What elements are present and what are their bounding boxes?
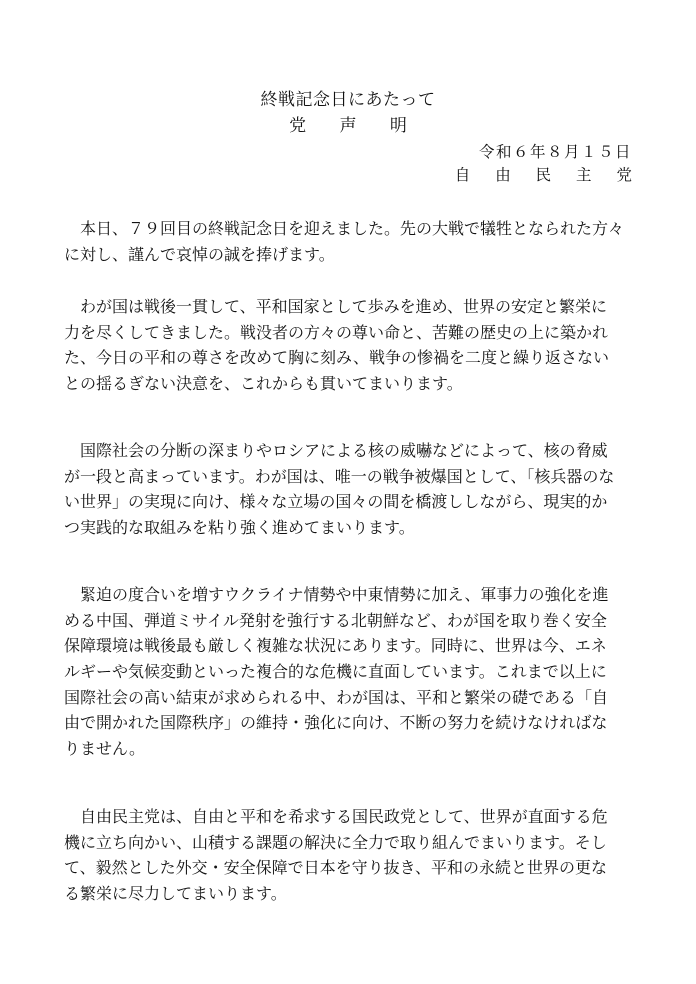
text-line: 国際社会の高い結束が求められる中、わが国は、平和と繁栄の礎である「自 [64, 687, 609, 707]
document-date: 令和６年８月１５日 [478, 143, 632, 161]
paragraph-1 [64, 216, 634, 267]
text-line: 国際社会の分断の深まりやロシアによる核の威嚇などによって、核の脅威 [64, 441, 608, 460]
paragraph-5 [64, 804, 634, 907]
text-line: りません。 [64, 739, 145, 759]
text-line: める中国、弾道ミサイル発射を強行する北朝鮮など、わが国を取り巻く安全 [64, 610, 607, 630]
text-line: つ実践的な取組みを粘り強く進めてまいります。 [64, 518, 415, 538]
document-title: 終戦記念日にあたって [260, 90, 436, 110]
text-line: 自由民主党は、自由と平和を希求する国民政党として、世界が直面する危 [64, 807, 608, 826]
document-subtitle: 党 声 明 [289, 116, 421, 136]
text-line: た、今日の平和の尊さを改めて胸に刻み、戦争の惨禍を二度と繰り返さない [64, 348, 609, 368]
text-line: る繁栄に尽力してまいります。 [64, 884, 287, 904]
text-line: が一段と高まっています。わが国は、唯一の戦争被爆国として、「核兵器のな [64, 466, 615, 486]
text-line: 保障環境は戦後最も厳しく複雑な状況にあります。同時に、世界は今、エネ [64, 636, 607, 656]
text-line: ルギーや気候変動といった複合的な危機に直面しています。これまで以上に [64, 662, 607, 682]
document-issuer: 自 由 民 主 党 [454, 166, 642, 184]
text-line: との揺るぎない決意を、これからも貫いてまいります。 [64, 374, 463, 394]
text-line: て、毅然とした外交・安全保障で日本を守り抜き、平和の永続と世界の更な [64, 858, 608, 878]
text-line: 緊迫の度合いを増すウクライナ情勢や中東情勢に加え、軍事力の強化を進 [64, 585, 609, 604]
text-line: 本日、７９回目の終戦記念日を迎えました。先の大戦で犠牲となられた方々 [64, 219, 625, 238]
paragraph-2 [64, 294, 634, 397]
text-line: 力を尽くしてきました。戦没者の方々の尊い命と、苦難の歴史の上に築かれ [64, 322, 609, 342]
text-line: 機に立ち向かい、山積する課題の解決に全力で取り組んでまいります。そし [64, 832, 607, 852]
text-line: に対し、謹んで哀悼の誠を捧げます。 [64, 244, 335, 264]
text-line: 由で開かれた国際秩序」の維持・強化に向け、不断の努力を続けなければな [64, 713, 608, 733]
paragraph-3 [64, 438, 634, 541]
text-line: い世界」の実現に向け、様々な立場の国々の間を橋渡ししながら、現実的か [64, 492, 608, 512]
paragraph-4 [64, 582, 634, 762]
text-line: わが国は戦後一貫して、平和国家として歩みを進め、世界の安定と繁栄に [64, 297, 608, 316]
